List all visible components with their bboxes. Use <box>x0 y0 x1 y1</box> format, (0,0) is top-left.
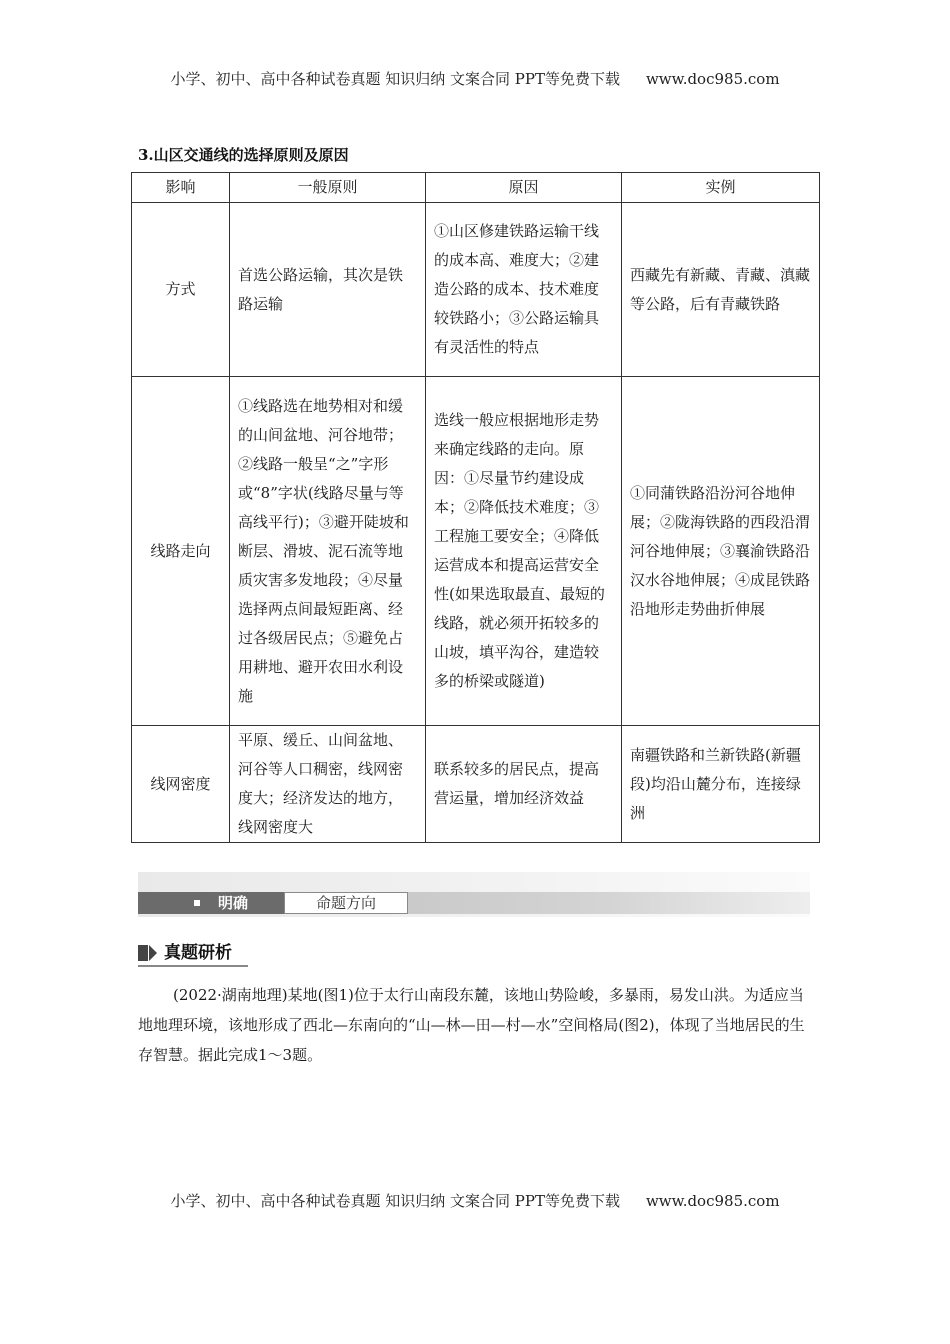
column-header-impact: 影响 <box>132 173 230 203</box>
page-header <box>0 68 950 89</box>
row-label: 方式 <box>132 203 230 377</box>
square-bullet-icon <box>194 900 200 906</box>
banner-tab-clarify-label: 明确 <box>218 894 249 912</box>
section-title: 3.山区交通线的选择原则及原因 <box>138 146 349 164</box>
column-header-reason: 原因 <box>426 173 622 203</box>
row-label: 线网密度 <box>132 726 230 843</box>
example-cell: 西藏先有新藏、青藏、滇藏等公路，后有青藏铁路 <box>622 203 820 377</box>
table-row <box>132 377 820 726</box>
header-text: 小学、初中、高中各种试卷真题 知识归纳 文案合同 PPT等免费下载 <box>170 70 620 88</box>
footer-text: 小学、初中、高中各种试卷真题 知识归纳 文案合同 PPT等免费下载 <box>170 1192 620 1210</box>
principle-cell: 平原、缓丘、山间盆地、河谷等人口稠密，线网密度大；经济发达的地方，线网密度大 <box>230 726 426 843</box>
column-header-example: 实例 <box>622 173 820 203</box>
column-header-principle: 一般原则 <box>230 173 426 203</box>
subheading-label: 真题研析 <box>164 943 232 963</box>
banner-tab-direction: 命题方向 <box>284 892 408 914</box>
page-footer <box>0 1190 950 1211</box>
example-cell: ①同蒲铁路沿汾河谷地伸展；②陇海铁路的西段沿渭河谷地伸展；③襄渝铁路沿汉水谷地伸展；④成昆铁路沿地形走势曲折伸展 <box>622 377 820 726</box>
footer-site-link[interactable]: www.doc985.com <box>645 1192 780 1210</box>
table-header-row <box>132 173 820 203</box>
header-site-link[interactable]: www.doc985.com <box>645 70 780 88</box>
transport-route-table <box>131 172 820 843</box>
reason-cell: 联系较多的居民点，提高营运量，增加经济效益 <box>426 726 622 843</box>
table-row <box>132 726 820 843</box>
row-label: 线路走向 <box>132 377 230 726</box>
triangle-marker-icon <box>149 945 157 961</box>
bar-marker-icon <box>138 945 148 961</box>
banner-tab-clarify <box>138 892 284 914</box>
principle-cell: 首选公路运输，其次是铁路运输 <box>230 203 426 377</box>
example-cell: 南疆铁路和兰新铁路(新疆段)均沿山麓分布，连接绿洲 <box>622 726 820 843</box>
reason-cell: ①山区修建铁路运输干线的成本高、难度大；②建造公路的成本、技术难度较铁路小；③公路运输具有灵活性的特点 <box>426 203 622 377</box>
question-paragraph: (2022·湖南地理)某地(图1)位于太行山南段东麓，该地山势险峻，多暴雨，易发山洪。为适应当地地理环境，该地形成了西北—东南向的“山—林—田—村—水”空间格局(图2)，体现了当地居民的生存智慧。据此完成1～3题。 <box>138 986 805 1064</box>
principle-cell: ①线路选在地势相对和缓的山间盆地、河谷地带；②线路一般呈“之”字形或“8”字状(线路尽量与等高线平行)；③避开陡坡和断层、滑坡、泥石流等地质灾害多发地段；④尽量选择两点间最短距离、经过各级居民点；⑤避免占用耕地、避开农田水利设施 <box>230 377 426 726</box>
section-banner <box>138 872 810 917</box>
subheading-underline <box>138 965 248 967</box>
reason-cell: 选线一般应根据地形走势来确定线路的走向。原因：①尽量节约建设成本；②降低技术难度；③工程施工要安全；④降低运营成本和提高运营安全性(如果选取最直、最短的线路，就必须开拓较多的山坡，填平沟谷，建造较多的桥梁或隧道) <box>426 377 622 726</box>
table-row <box>132 203 820 377</box>
